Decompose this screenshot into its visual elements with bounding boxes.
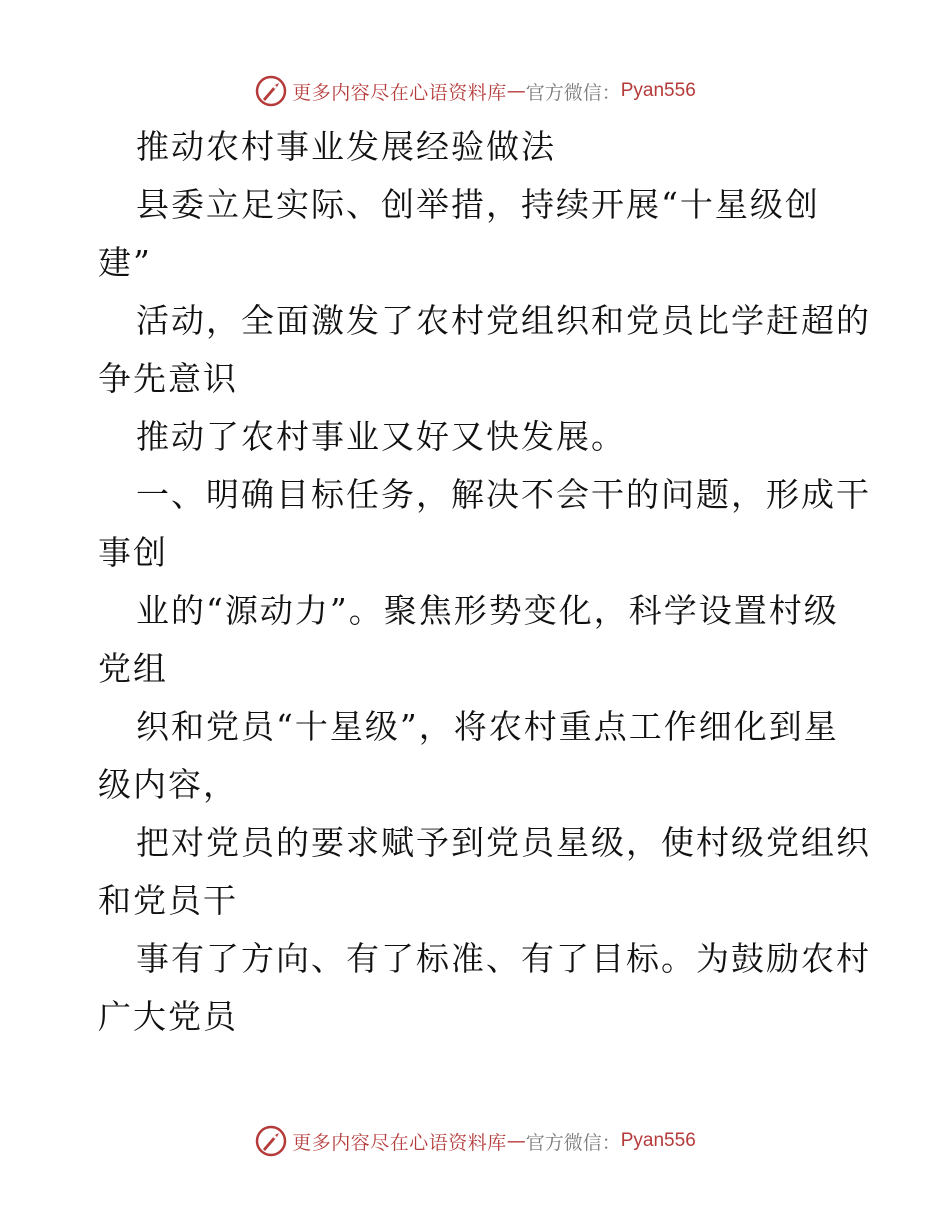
document-body [98,118,871,1046]
text-line: 建” [98,243,152,282]
watermark-label: 官方微信： [525,1131,621,1154]
watermark-dash: — [506,1130,526,1152]
text-line: 推动了农村事业又好又快发展。 [136,417,626,456]
pen-logo-icon [254,1124,288,1158]
header-watermark [0,71,950,111]
text-line: 和党员干 [98,881,238,920]
watermark-id: Pyan556 [620,80,696,101]
text-line: 业的“源动力”。聚焦形势变化，科学设置村级 [136,591,839,630]
text-line: 县委立足实际、创举措，持续开展“十星级创 [136,185,820,224]
text-line: 一、明确目标任务，解决不会干的问题，形成干 [136,475,871,514]
text-line: 事创 [98,533,168,572]
text-line: 事有了方向、有了标准、有了目标。为鼓励农村 [136,939,871,978]
text-line: 争先意识 [98,359,238,398]
text-line: 活动，全面激发了农村党组织和党员比学赶超的 [136,301,871,340]
footer-watermark [0,1121,950,1161]
watermark-dash: — [506,80,526,102]
text-line: 级内容， [98,765,238,804]
watermark-id: Pyan556 [620,1130,696,1151]
watermark-label: 官方微信： [525,81,621,104]
pen-logo-icon [254,74,288,108]
text-line: 党组 [98,649,168,688]
watermark-text: 更多内容尽在心语资料库 [292,1131,507,1154]
text-line: 把对党员的要求赋予到党员星级，使村级党组织 [136,823,871,862]
document-title: 推动农村事业发展经验做法 [136,127,556,166]
text-line: 织和党员“十星级”，将农村重点工作细化到星 [136,707,839,746]
text-line: 广大党员 [98,997,238,1036]
watermark-text: 更多内容尽在心语资料库 [292,81,507,104]
